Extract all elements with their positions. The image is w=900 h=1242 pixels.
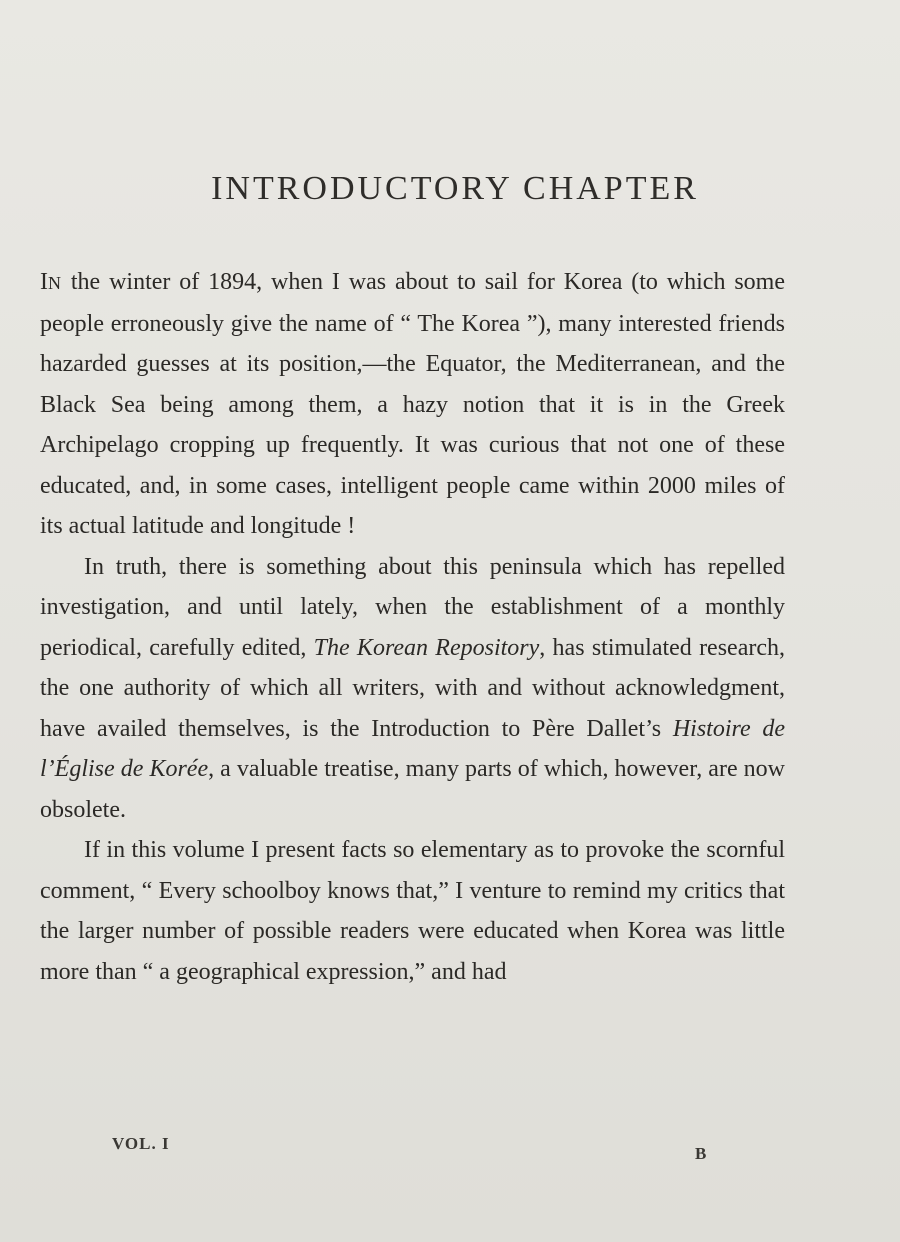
chapter-title: INTRODUCTORY CHAPTER [211,170,699,207]
paragraph-3-text: If in this volume I present facts so elementary as to provoke the scornful comment, “ Every schoolboy knows that,” I venture to remind my critics that the larger number of possible readers were educated when Korea was little more than “ a geographical expression,” and had [40,837,785,985]
paragraph-2-part-3: , a valuable treatise, many parts of which, however, are now obsolete. [40,756,786,823]
periodical-title: The Korean Repository [313,634,540,661]
signature-mark: B [695,1144,707,1163]
paragraph-1-text: the winter of 1894, when I was about to sail for Korea (to which some people erroneously give the name of “ The Korea ”), many interested friends hazarded guesses at its position,—the Equator, the Mediterranean, and the Black Sea being among them, a hazy notion that it is in the Greek Archipelago cropping up frequently. It was curious that not one of these educated, and, in some cases, intelligent people came within 2000 miles of its actual latitude and longitude ! [40,269,785,539]
paragraph-2 [40,547,785,831]
paragraph-1 [40,262,785,547]
paragraph-2-part-1: In truth, there is something about this peninsula which has repelled investigation, and until lately, when the establishment of a monthly periodical, carefully edited, [40,553,785,661]
paragraph-2-part-2: , has stimulated research, the one authority of which all writers, with and without acknowledgment, have availed themselves, is the Introduction to Père Dallet’s [40,634,785,742]
book-title: Histoire de l’Église de Korée [40,715,785,782]
volume-mark: VOL. I [112,1134,170,1153]
paragraph-3 [40,830,785,992]
opening-initial: I [40,269,48,295]
body-text [40,262,785,992]
opening-small-caps: N [48,273,62,293]
